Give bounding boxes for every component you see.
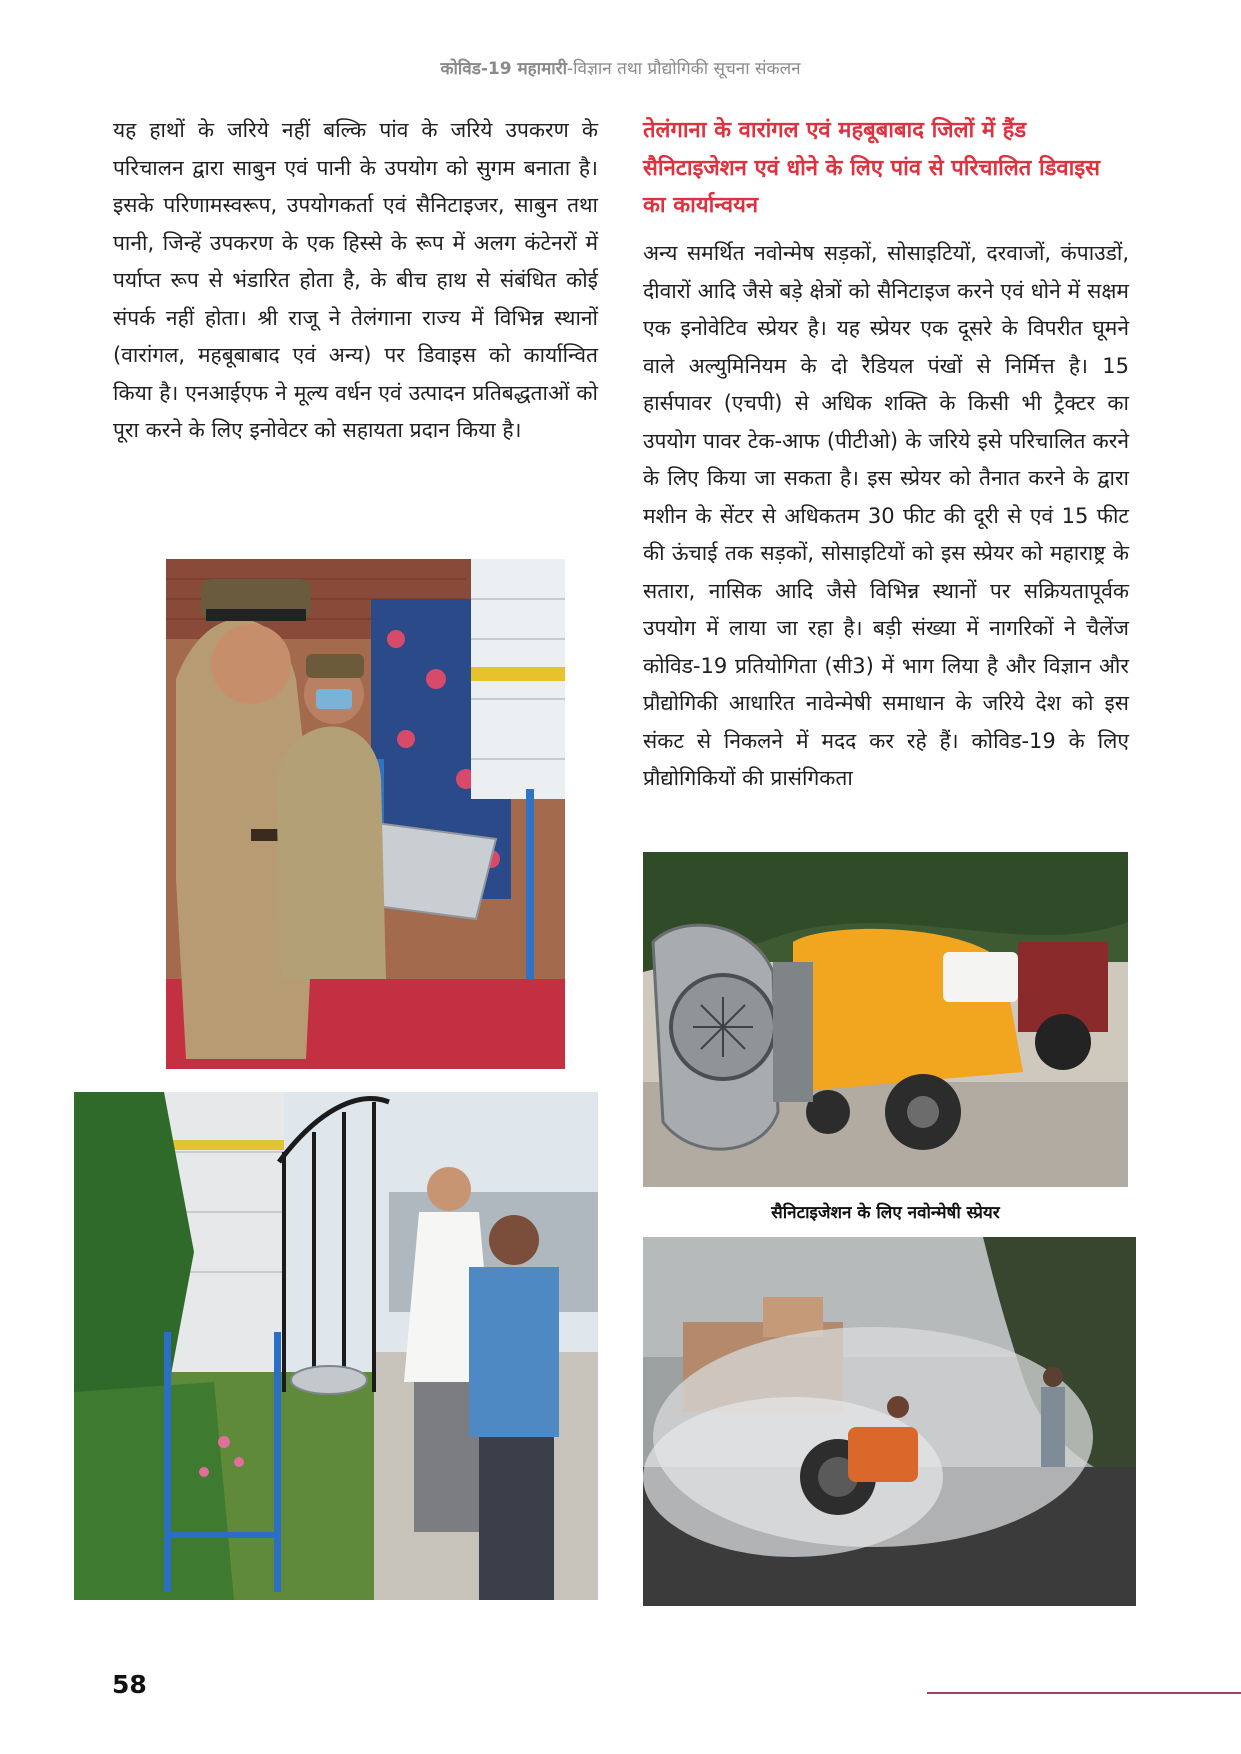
footer-rule	[927, 1692, 1241, 1694]
sprayer-photo-caption: सैनिटाइजेशन के लिए नवोन्मेषी स्प्रेयर	[771, 1203, 1000, 1223]
photo-sprayer-on-road	[643, 1237, 1136, 1606]
running-header	[0, 56, 1241, 79]
photo-police-handwash	[166, 559, 565, 1069]
page-number: 58	[112, 1670, 147, 1699]
left-column-paragraph: यह हाथों के जरिये नहीं बल्कि पांव के जरिये उपकरण के परिचालन द्वारा साबुन एवं पानी के उपयोग को सुगम बनाता है। इसके परिणामस्वरूप, उपयोगकर्ता एवं सैनिटाइजर, साबुन तथा पानी, जिन्हें उपकरण के एक हिस्से के रूप में अलग कंटेनरों में पर्याप्त रूप से भंडारित होता है, के बीच हाथ से संबंधित कोई संपर्क नहीं होता। श्री राजू ने तेलंगाना राज्य में विभिन्न स्थानों (वारांगल, महबूबाबाद एवं अन्य) पर डिवाइस को कार्यान्वित किया है। एनआईएफ ने मूल्य वर्धन एवं उत्पादन प्रतिबद्धताओं को पूरा करने के लिए इनोवेटर को सहायता प्रदान किया है।	[113, 118, 598, 442]
photo-men-handwash-gate	[74, 1092, 598, 1600]
right-column-paragraph: अन्य समर्थित नवोन्मेष सड़कों, सोसाइटियों, दरवाजों, कंपाउडों, दीवारों आदि जैसे बड़े क्षेत्रों को सैनिटाइज करने एवं धोने में सक्षम एक इनोवेटिव स्प्रेयर है। यह स्प्रेयर एक दूसरे के विपरीत घूमने वाले अल्युमिनियम के दो रैडियल पंखों से निर्मित्त है। 15 हार्सपावर (एचपी) से अधिक शक्ति के किसी भी ट्रैक्टर का उपयोग पावर टेक-आफ (पीटीओ) के जरिये इसे परिचालित करने के लिए किया जा सकता है। इस स्प्रेयर को तैनात करने के द्वारा मशीन के सेंटर से अधिकतम 30 फीट की दूरी से एवं 15 फीट की ऊंचाई तक सड़कों, सोसाइटियों को इस स्प्रेयर को महाराष्ट्र के सतारा, नासिक आदि जैसे विभिन्न स्थानों पर सक्रियतापूर्वक उपयोग में लाया जा रहा है। बड़ी संख्या में नागरिकों ने चैलेंज कोविड-19 प्रतियोगिता (सी3) में भाग लिया है और विज्ञान और प्रौद्योगिकी आधारित नावेन्मेषी समाधान के जरिये देश को इस संकट से निकलने में मदद कर रहे हैं। कोविड-19 के लिए प्रौद्योगिकियों की प्रासंगिकता	[643, 241, 1129, 790]
running-header-rest: -विज्ञान तथा प्रौद्योगिकी सूचना संकलन	[567, 59, 801, 79]
running-header-bold: कोविड-19 महामारी	[440, 59, 567, 79]
section-heading: तेलंगाना के वारांगल एवं महबूबाबाद जिलों में हैंड सैनिटाइजेशन एवं धोने के लिए पांव से परिचालित डिवाइस का कार्यान्वयन	[643, 118, 1101, 218]
photo-sprayer-machine	[643, 852, 1128, 1187]
